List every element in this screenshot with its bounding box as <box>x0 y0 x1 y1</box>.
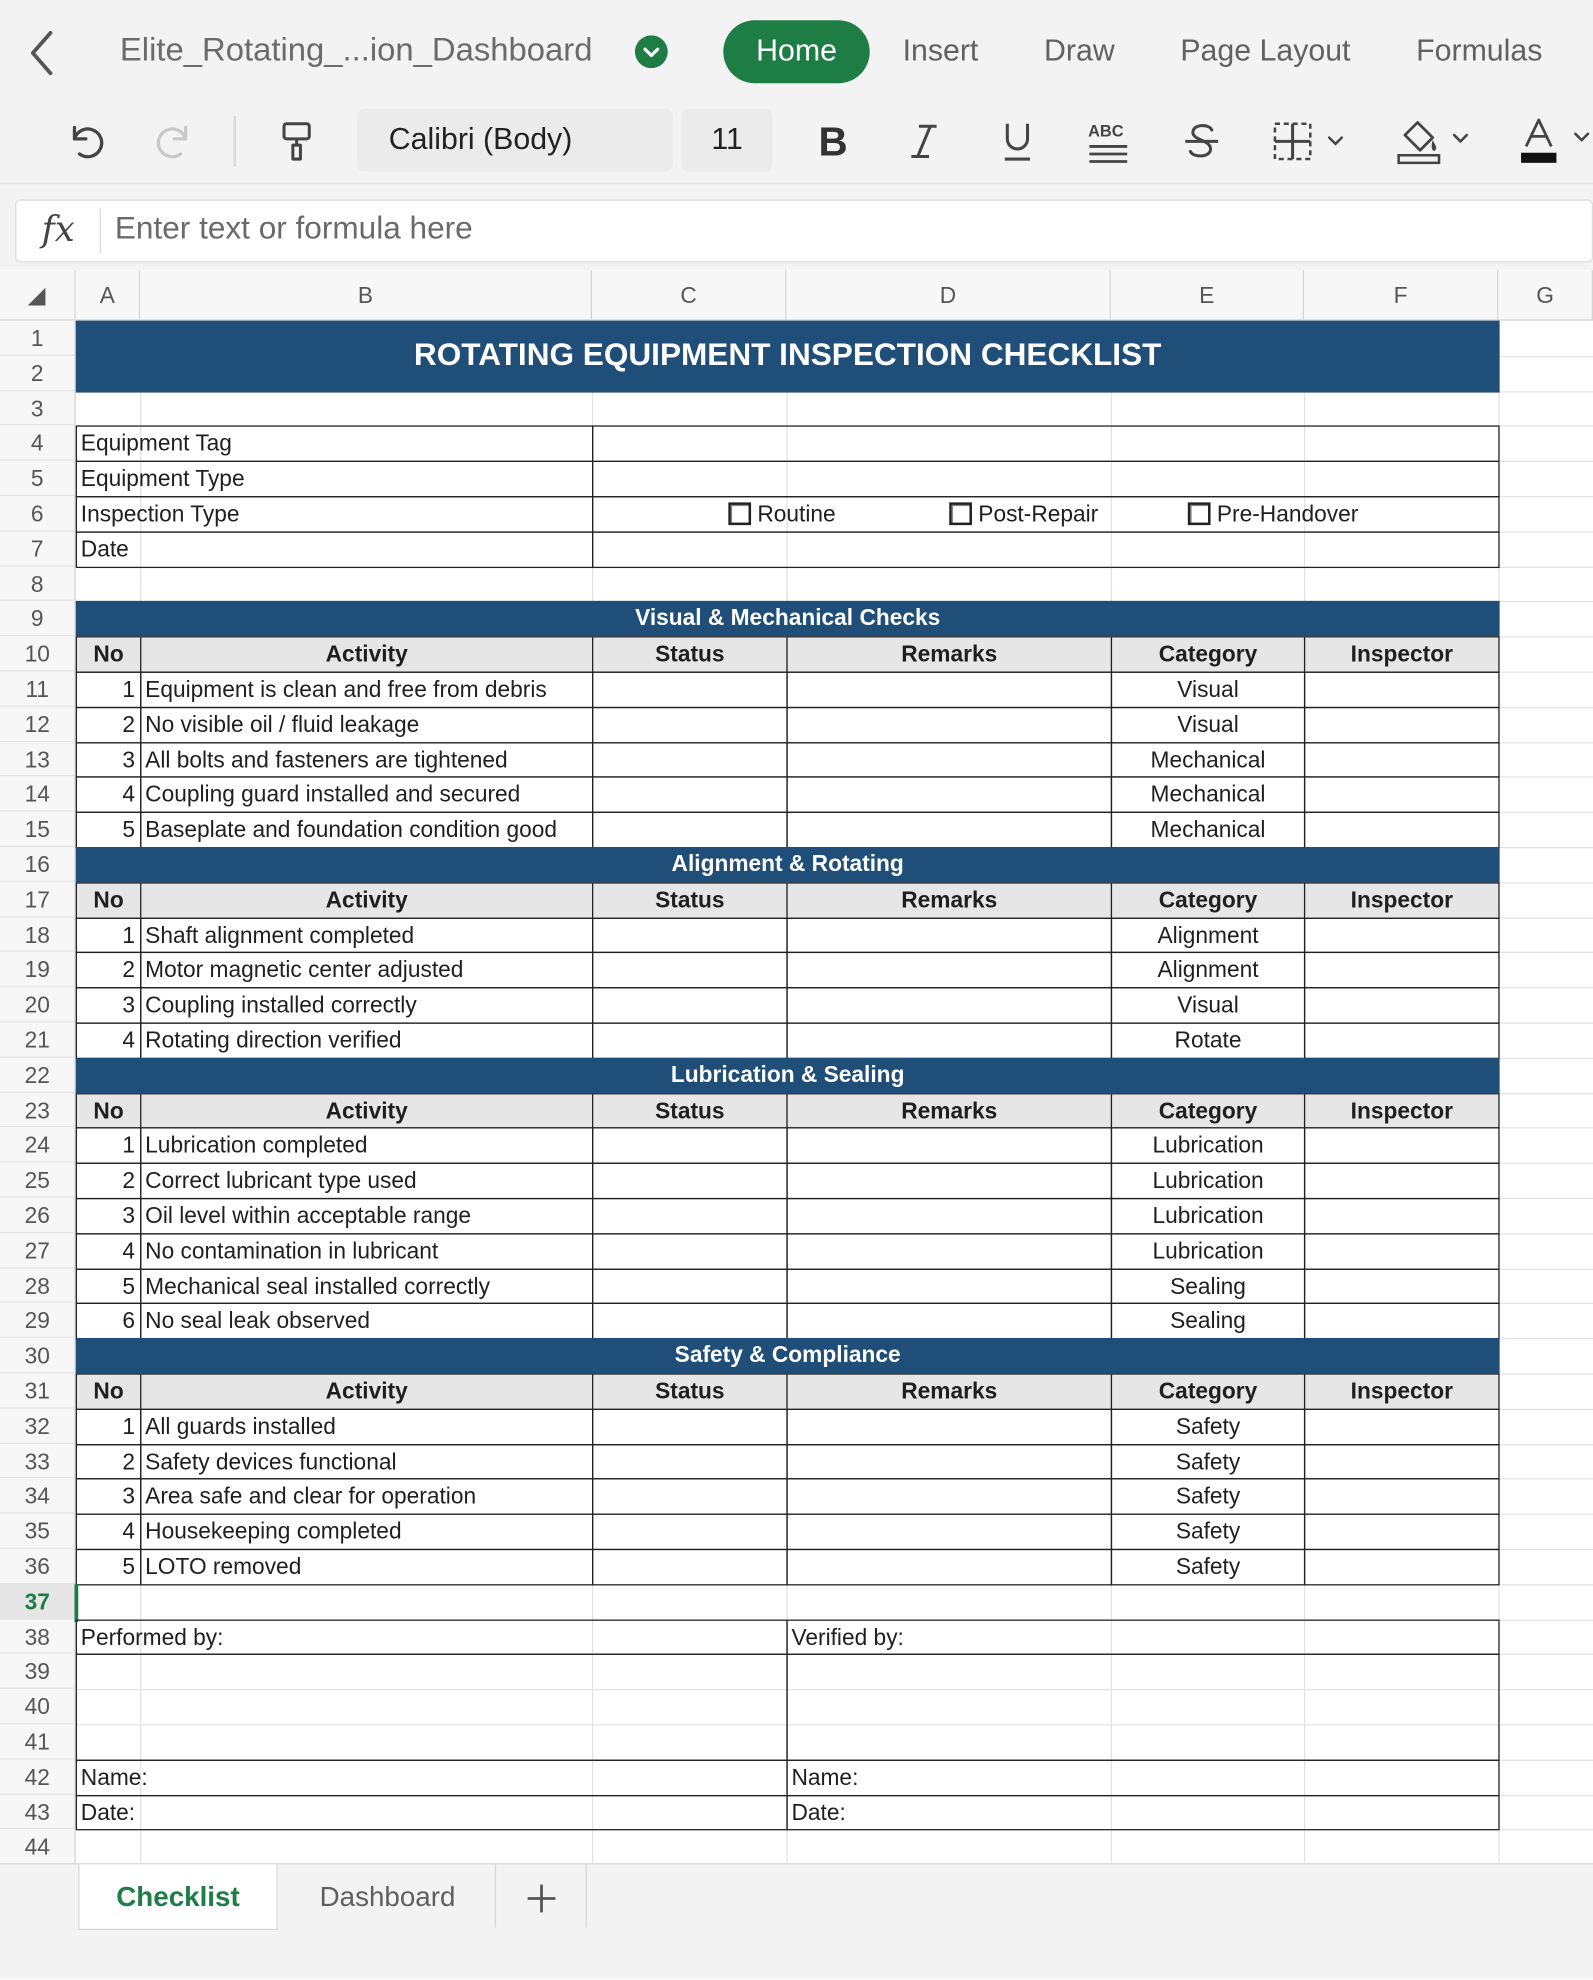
inspection-option-post-repair[interactable] <box>949 497 1098 532</box>
undo-icon[interactable] <box>61 114 111 170</box>
inspector-cell[interactable] <box>1304 1444 1500 1480</box>
row-header[interactable]: 30 <box>0 1338 76 1373</box>
remarks-cell[interactable] <box>786 1128 1112 1164</box>
option-label: Pre-Handover <box>1216 501 1359 527</box>
row-header[interactable]: 10 <box>0 636 76 671</box>
italic-icon[interactable] <box>899 114 949 170</box>
verified-by-label[interactable]: Verified by: <box>786 1619 1499 1655</box>
category-cell[interactable]: Sealing <box>1111 1268 1305 1304</box>
column-title-category[interactable]: Category <box>1111 882 1305 918</box>
strikethrough-icon[interactable] <box>1176 114 1226 170</box>
column-title-no[interactable]: No <box>76 1373 142 1409</box>
row-header[interactable]: 15 <box>0 812 76 847</box>
svg-text:ABC: ABC <box>1088 122 1124 141</box>
column-title-inspector[interactable]: Inspector <box>1304 1373 1500 1409</box>
inspection-option-routine[interactable] <box>728 497 835 532</box>
info-label[interactable]: Date <box>76 531 594 567</box>
status-cell[interactable] <box>592 1163 788 1199</box>
activity-cell[interactable]: LOTO removed <box>140 1549 593 1585</box>
category-cell[interactable]: Safety <box>1111 1479 1305 1515</box>
formula-bar-divider <box>100 208 101 253</box>
category-cell[interactable]: Safety <box>1111 1444 1305 1480</box>
back-icon[interactable] <box>23 28 61 78</box>
column-header-f[interactable]: F <box>1304 270 1498 320</box>
row-header[interactable]: 12 <box>0 707 76 742</box>
column-header-b[interactable]: B <box>140 270 592 320</box>
activity-cell[interactable]: All guards installed <box>140 1408 593 1444</box>
info-label[interactable]: Inspection Type <box>76 496 594 532</box>
inspector-cell[interactable] <box>1304 1163 1500 1199</box>
column-title-status[interactable]: Status <box>592 882 788 918</box>
row-header[interactable]: 4 <box>0 426 76 461</box>
status-cell[interactable] <box>592 1303 788 1339</box>
column-title-inspector[interactable]: Inspector <box>1304 1093 1500 1129</box>
sheet-title[interactable]: ROTATING EQUIPMENT INSPECTION CHECKLIST <box>76 321 1500 392</box>
activity-cell[interactable]: Lubrication completed <box>140 1128 593 1164</box>
tab-formulas[interactable]: Formulas <box>1416 34 1543 69</box>
checkbox-icon[interactable] <box>728 502 751 525</box>
checkbox-icon[interactable] <box>1188 502 1211 525</box>
row-header[interactable]: 9 <box>0 601 76 636</box>
column-title-no[interactable]: No <box>76 882 142 918</box>
row-header[interactable]: 42 <box>0 1759 76 1794</box>
remarks-cell[interactable] <box>786 987 1112 1023</box>
verified-by-date-label[interactable]: Date: <box>786 1794 1499 1830</box>
row-number[interactable]: 1 <box>76 1128 142 1164</box>
row-header[interactable]: 14 <box>0 777 76 812</box>
inspector-cell[interactable] <box>1304 917 1500 953</box>
status-cell[interactable] <box>592 1514 788 1550</box>
column-header-a[interactable]: A <box>76 270 140 320</box>
remarks-cell[interactable] <box>786 1514 1112 1550</box>
remarks-cell[interactable] <box>786 812 1112 848</box>
column-title-inspector[interactable]: Inspector <box>1304 636 1500 672</box>
redo-icon[interactable] <box>149 114 199 170</box>
category-cell[interactable]: Alignment <box>1111 952 1305 988</box>
row-number[interactable]: 4 <box>76 1233 142 1269</box>
row-header[interactable]: 13 <box>0 742 76 777</box>
column-title-category[interactable]: Category <box>1111 1373 1305 1409</box>
select-all-corner[interactable] <box>0 270 76 320</box>
remarks-cell[interactable] <box>786 1549 1112 1585</box>
activity-cell[interactable]: Baseplate and foundation condition good <box>140 812 593 848</box>
row-header[interactable]: 36 <box>0 1549 76 1584</box>
fill-color-icon[interactable] <box>1394 114 1475 170</box>
inspector-cell[interactable] <box>1304 812 1500 848</box>
remarks-cell[interactable] <box>786 1022 1112 1058</box>
row-header[interactable]: 8 <box>0 566 76 601</box>
inspector-cell[interactable] <box>1304 742 1500 778</box>
activity-cell[interactable]: Shaft alignment completed <box>140 917 593 953</box>
activity-cell[interactable]: No seal leak observed <box>140 1303 593 1339</box>
row-header[interactable]: 6 <box>0 496 76 531</box>
column-title-status[interactable]: Status <box>592 636 788 672</box>
status-cell[interactable] <box>592 952 788 988</box>
activity-cell[interactable]: All bolts and fasteners are tightened <box>140 742 593 778</box>
row-header[interactable]: 2 <box>0 356 76 391</box>
remarks-cell[interactable] <box>786 1163 1112 1199</box>
row-number[interactable]: 6 <box>76 1303 142 1339</box>
performed-by-signature[interactable] <box>76 1654 788 1761</box>
row-header[interactable]: 3 <box>0 391 76 426</box>
inspector-cell[interactable] <box>1304 952 1500 988</box>
activity-cell[interactable]: Coupling installed correctly <box>140 987 593 1023</box>
verified-by-name-label[interactable]: Name: <box>786 1759 1499 1795</box>
checkbox-icon[interactable] <box>949 502 972 525</box>
inspector-cell[interactable] <box>1304 987 1500 1023</box>
formula-input[interactable] <box>115 211 1504 248</box>
tab-page-layout[interactable]: Page Layout <box>1180 34 1351 69</box>
sheet-tab-checklist[interactable]: Checklist <box>78 1864 277 1930</box>
row-header[interactable]: 31 <box>0 1373 76 1408</box>
category-cell[interactable]: Safety <box>1111 1408 1305 1444</box>
row-header[interactable]: 32 <box>0 1408 76 1443</box>
activity-cell[interactable]: Coupling guard installed and secured <box>140 777 593 813</box>
tab-insert[interactable]: Insert <box>902 34 979 69</box>
category-cell[interactable]: Visual <box>1111 987 1305 1023</box>
remarks-cell[interactable] <box>786 1408 1112 1444</box>
column-title-status[interactable]: Status <box>592 1093 788 1129</box>
column-title-activity[interactable]: Activity <box>140 1373 593 1409</box>
tab-draw[interactable]: Draw <box>1044 34 1115 69</box>
inspection-type-options <box>592 496 1500 532</box>
activity-cell[interactable]: Correct lubricant type used <box>140 1163 593 1199</box>
chevron-down-icon[interactable] <box>635 35 668 68</box>
row-number[interactable]: 2 <box>76 1163 142 1199</box>
remarks-cell[interactable] <box>786 1233 1112 1269</box>
category-cell[interactable]: Sealing <box>1111 1303 1305 1339</box>
column-title-activity[interactable]: Activity <box>140 636 593 672</box>
plus-icon[interactable] <box>497 1864 585 1930</box>
row-header[interactable]: 26 <box>0 1198 76 1233</box>
remarks-cell[interactable] <box>786 1268 1112 1304</box>
inspector-cell[interactable] <box>1304 1198 1500 1234</box>
row-header[interactable]: 24 <box>0 1128 76 1163</box>
category-cell[interactable]: Rotate <box>1111 1022 1305 1058</box>
inspector-cell[interactable] <box>1304 1549 1500 1585</box>
row-number[interactable]: 2 <box>76 707 142 743</box>
status-cell[interactable] <box>592 1128 788 1164</box>
status-cell[interactable] <box>592 707 788 743</box>
status-cell[interactable] <box>592 917 788 953</box>
category-cell[interactable]: Lubrication <box>1111 1198 1305 1234</box>
row-number[interactable]: 4 <box>76 777 142 813</box>
inspector-cell[interactable] <box>1304 1022 1500 1058</box>
category-cell[interactable]: Lubrication <box>1111 1128 1305 1164</box>
row-number[interactable]: 5 <box>76 812 142 848</box>
row-number[interactable]: 2 <box>76 1444 142 1480</box>
fx-icon[interactable]: fx <box>41 208 75 250</box>
row-number[interactable]: 4 <box>76 1514 142 1550</box>
info-label[interactable]: Equipment Tag <box>76 426 594 462</box>
category-cell[interactable]: Safety <box>1111 1549 1305 1585</box>
row-header[interactable]: 28 <box>0 1268 76 1303</box>
status-cell[interactable] <box>592 777 788 813</box>
category-cell[interactable]: Mechanical <box>1111 812 1305 848</box>
row-header[interactable]: 25 <box>0 1163 76 1198</box>
status-cell[interactable] <box>592 672 788 708</box>
row-header[interactable]: 20 <box>0 987 76 1022</box>
row-header[interactable]: 34 <box>0 1479 76 1514</box>
option-label: Routine <box>757 501 836 527</box>
category-cell[interactable]: Alignment <box>1111 917 1305 953</box>
activity-cell[interactable]: Safety devices functional <box>140 1444 593 1480</box>
status-cell[interactable] <box>592 1549 788 1585</box>
row-header[interactable]: 21 <box>0 1022 76 1057</box>
ribbon-toolbar <box>0 101 1593 184</box>
column-title-category[interactable]: Category <box>1111 1093 1305 1129</box>
inspector-cell[interactable] <box>1304 1128 1500 1164</box>
inspector-cell[interactable] <box>1304 1268 1500 1304</box>
remarks-cell[interactable] <box>786 777 1112 813</box>
verified-by-signature[interactable] <box>786 1654 1499 1761</box>
tab-divider <box>586 1864 587 1927</box>
column-title-activity[interactable]: Activity <box>140 882 593 918</box>
row-header[interactable]: 5 <box>0 461 76 496</box>
row-number[interactable]: 2 <box>76 952 142 988</box>
remarks-cell[interactable] <box>786 742 1112 778</box>
status-cell[interactable] <box>592 1479 788 1515</box>
inspector-cell[interactable] <box>1304 1233 1500 1269</box>
category-cell[interactable]: Safety <box>1111 1514 1305 1550</box>
status-cell[interactable] <box>592 1233 788 1269</box>
row-header[interactable]: 1 <box>0 321 76 356</box>
activity-cell[interactable]: Area safe and clear for operation <box>140 1479 593 1515</box>
activity-cell[interactable]: No visible oil / fluid leakage <box>140 707 593 743</box>
category-cell[interactable]: Visual <box>1111 707 1305 743</box>
section-header[interactable]: Visual & Mechanical Checks <box>76 601 1500 637</box>
column-header-e[interactable]: E <box>1111 270 1304 320</box>
inspector-cell[interactable] <box>1304 1303 1500 1339</box>
column-header-c[interactable]: C <box>592 270 786 320</box>
status-cell[interactable] <box>592 1268 788 1304</box>
column-title-remarks[interactable]: Remarks <box>786 882 1112 918</box>
category-cell[interactable]: Lubrication <box>1111 1233 1305 1269</box>
remarks-cell[interactable] <box>786 1479 1112 1515</box>
sheet-tab-dashboard[interactable]: Dashboard <box>319 1880 456 1913</box>
column-title-category[interactable]: Category <box>1111 636 1305 672</box>
category-cell[interactable]: Lubrication <box>1111 1163 1305 1199</box>
remarks-cell[interactable] <box>786 1444 1112 1480</box>
inspector-cell[interactable] <box>1304 672 1500 708</box>
toolbar-divider <box>234 116 237 166</box>
info-value-field[interactable] <box>592 461 1500 497</box>
remarks-cell[interactable] <box>786 672 1112 708</box>
row-number[interactable]: 3 <box>76 1479 142 1515</box>
performed-by-name-label[interactable]: Name: <box>76 1759 788 1795</box>
category-cell[interactable]: Mechanical <box>1111 777 1305 813</box>
column-title-remarks[interactable]: Remarks <box>786 1093 1112 1129</box>
status-cell[interactable] <box>592 742 788 778</box>
bold-icon[interactable]: B <box>818 118 848 164</box>
column-header-d[interactable]: D <box>786 270 1110 320</box>
status-cell[interactable] <box>592 987 788 1023</box>
inspector-cell[interactable] <box>1304 1408 1500 1444</box>
column-title-activity[interactable]: Activity <box>140 1093 593 1129</box>
underline-icon[interactable] <box>992 114 1042 170</box>
spelling-icon[interactable] <box>1083 114 1133 170</box>
section-header[interactable]: Alignment & Rotating <box>76 847 1500 883</box>
row-header[interactable]: 35 <box>0 1514 76 1549</box>
row-number[interactable]: 1 <box>76 672 142 708</box>
row-header[interactable]: 19 <box>0 952 76 987</box>
remarks-cell[interactable] <box>786 1303 1112 1339</box>
column-title-no[interactable]: No <box>76 636 142 672</box>
tab-divider <box>495 1864 496 1927</box>
row-header[interactable]: 29 <box>0 1303 76 1338</box>
row-header[interactable]: 16 <box>0 847 76 882</box>
performed-by-label[interactable]: Performed by: <box>76 1619 788 1655</box>
status-cell[interactable] <box>592 1198 788 1234</box>
inspector-cell[interactable] <box>1304 1479 1500 1515</box>
remarks-cell[interactable] <box>786 952 1112 988</box>
formula-bar <box>15 199 1593 262</box>
performed-by-date-label[interactable]: Date: <box>76 1794 788 1830</box>
status-cell[interactable] <box>592 1408 788 1444</box>
row-number[interactable]: 3 <box>76 742 142 778</box>
activity-cell[interactable]: Equipment is clean and free from debris <box>140 672 593 708</box>
row-header[interactable]: 44 <box>0 1830 76 1864</box>
worksheet-grid[interactable] <box>0 270 1593 1863</box>
column-title-status[interactable]: Status <box>592 1373 788 1409</box>
column-title-inspector[interactable]: Inspector <box>1304 882 1500 918</box>
inspection-option-pre-handover[interactable] <box>1188 497 1358 532</box>
option-label: Post-Repair <box>978 501 1099 527</box>
row-header[interactable]: 7 <box>0 531 76 566</box>
category-cell[interactable]: Visual <box>1111 672 1305 708</box>
info-label[interactable]: Equipment Type <box>76 461 594 497</box>
category-cell[interactable]: Mechanical <box>1111 742 1305 778</box>
column-header-g[interactable]: G <box>1498 270 1593 320</box>
row-header[interactable]: 11 <box>0 672 76 707</box>
remarks-cell[interactable] <box>786 917 1112 953</box>
info-value-field[interactable] <box>592 426 1500 462</box>
status-cell[interactable] <box>592 1444 788 1480</box>
row-header[interactable]: 41 <box>0 1724 76 1759</box>
inspector-cell[interactable] <box>1304 777 1500 813</box>
row-number[interactable]: 3 <box>76 1198 142 1234</box>
activity-cell[interactable]: Motor magnetic center adjusted <box>140 952 593 988</box>
remarks-cell[interactable] <box>786 707 1112 743</box>
borders-icon[interactable] <box>1270 114 1351 170</box>
status-cell[interactable] <box>592 1022 788 1058</box>
row-header[interactable]: 27 <box>0 1233 76 1268</box>
row-header[interactable]: 39 <box>0 1654 76 1689</box>
title-bar <box>0 0 1593 101</box>
activity-cell[interactable]: Housekeeping completed <box>140 1514 593 1550</box>
row-header[interactable]: 22 <box>0 1058 76 1093</box>
row-header[interactable]: 17 <box>0 882 76 917</box>
tab-home[interactable]: Home <box>723 20 869 83</box>
row-header[interactable]: 33 <box>0 1444 76 1479</box>
row-header[interactable]: 37 <box>0 1584 76 1619</box>
ribbon-tabs <box>723 20 1575 83</box>
file-name[interactable]: Elite_Rotating_...ion_Dashboard <box>119 30 593 69</box>
row-header[interactable]: 23 <box>0 1093 76 1128</box>
font-size-select[interactable]: 11 <box>682 109 773 172</box>
status-cell[interactable] <box>592 812 788 848</box>
row-header[interactable]: 43 <box>0 1794 76 1829</box>
row-number[interactable]: 1 <box>76 1408 142 1444</box>
section-header[interactable]: Lubrication & Sealing <box>76 1058 1500 1094</box>
row-header[interactable]: 40 <box>0 1689 76 1724</box>
remarks-cell[interactable] <box>786 1198 1112 1234</box>
column-title-no[interactable]: No <box>76 1093 142 1129</box>
section-header[interactable]: Safety & Compliance <box>76 1338 1500 1374</box>
inspector-cell[interactable] <box>1304 707 1500 743</box>
sheet-tabs-bar <box>0 1863 1593 1979</box>
font-name-select[interactable]: Calibri (Body) <box>357 109 673 172</box>
active-cell[interactable] <box>74 1584 78 1622</box>
column-title-remarks[interactable]: Remarks <box>786 1373 1112 1409</box>
activity-cell[interactable]: Rotating direction verified <box>140 1022 593 1058</box>
font-color-icon[interactable] <box>1515 114 1593 170</box>
inspector-cell[interactable] <box>1304 1514 1500 1550</box>
row-number[interactable]: 5 <box>76 1549 142 1585</box>
activity-cell[interactable]: Mechanical seal installed correctly <box>140 1268 593 1304</box>
format-painter-icon[interactable] <box>271 114 321 170</box>
row-header[interactable]: 38 <box>0 1619 76 1654</box>
info-value-field[interactable] <box>592 531 1500 567</box>
activity-cell[interactable]: Oil level within acceptable range <box>140 1198 593 1234</box>
activity-cell[interactable]: No contamination in lubricant <box>140 1233 593 1269</box>
row-number[interactable]: 4 <box>76 1022 142 1058</box>
column-title-remarks[interactable]: Remarks <box>786 636 1112 672</box>
row-number[interactable]: 3 <box>76 987 142 1023</box>
row-number[interactable]: 5 <box>76 1268 142 1304</box>
row-header[interactable]: 18 <box>0 917 76 952</box>
row-number[interactable]: 1 <box>76 917 142 953</box>
